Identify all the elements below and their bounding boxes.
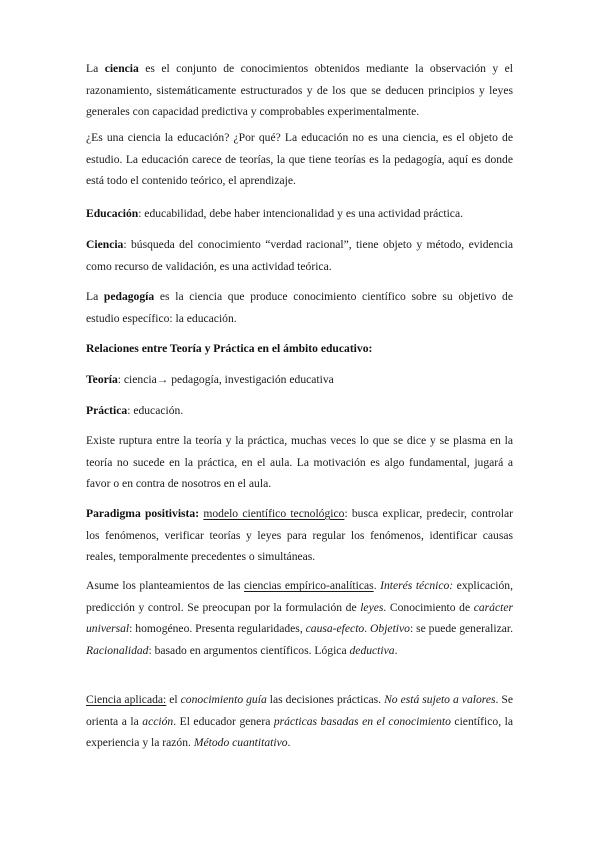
text-run: : homogéneo. Presenta regularidades,: [129, 622, 306, 635]
underlined-term: ciencias empírico-analíticas: [243, 579, 374, 592]
text-run: : búsqueda del conocimiento “verdad racional”, tiene objeto y método, evidencia como recurso de validación, es una actividad teórica.: [86, 238, 513, 273]
text-run: es la ciencia que produce conocimiento científico sobre su objetivo de estudio específico: la educación.: [86, 290, 513, 325]
text-run: Asume los planteamientos de las: [86, 579, 244, 592]
paragraph-educacion: [86, 203, 513, 225]
text-run: : educabilidad, debe haber intencionalidad y es una actividad práctica.: [138, 207, 463, 220]
bold-term: Práctica: [86, 404, 128, 417]
italic-term: causa-efecto: [305, 622, 365, 635]
text-run: : busca explicar, predecir, controlar los fenómenos, verificar teorías y leyes para regular los fenómenos, identificar causas reales, temporalmente precedentes o simultáneas.: [86, 507, 514, 563]
italic-term: carácter universal: [86, 600, 513, 635]
text-run: : se puede generalizar.: [409, 622, 513, 635]
italic-term: No está sujeto a valores: [384, 693, 496, 706]
text-run: La: [86, 62, 105, 75]
text-run: : basado en argumentos científicos. Lógica: [148, 643, 350, 657]
text-run: el: [166, 693, 181, 706]
paragraph-empirico-analiticas: [86, 575, 513, 661]
italic-term: Interés técnico:: [380, 579, 454, 592]
paragraph-ciencia: [86, 234, 513, 277]
paragraph-education-question: [86, 127, 513, 192]
text-run: .: [364, 622, 371, 635]
bold-term: Teoría: [86, 373, 118, 386]
text-run: es el conjunto de conocimientos obtenidos mediante la observación y el razonamiento, sistemáticamente estructurados y de los que se deducen principios y leyes generales con capacidad predictiva y comprobables experimentalmente.: [86, 62, 513, 118]
paragraph-ciencia-definition: [86, 58, 513, 123]
text-run: : educación.: [127, 404, 184, 417]
paragraph-teoria: [86, 369, 513, 391]
italic-term: deductiva: [349, 643, 395, 657]
bold-term: ciencia: [104, 62, 139, 75]
bold-term: Ciencia: [86, 238, 124, 251]
italic-term: Racionalidad: [86, 643, 149, 657]
text-run: . Conocimiento de: [383, 600, 474, 614]
text-run: .: [394, 643, 398, 657]
underlined-term: modelo científico tecnológico: [203, 507, 345, 520]
italic-term: conocimiento guía: [180, 693, 267, 706]
paragraph-pedagogia: [86, 286, 513, 329]
text-run: explicación, predicción y control. Se preocupan por la formulación de: [86, 579, 514, 614]
text-run: . Se orienta a la: [86, 693, 514, 728]
section-heading: [86, 338, 513, 360]
text-run: .: [373, 579, 381, 592]
paragraph-practica: [86, 400, 513, 422]
paragraph-paradigma-positivista: [86, 503, 513, 568]
italic-term: leyes: [360, 600, 384, 614]
text-run: las decisiones prácticas.: [266, 693, 385, 706]
text-run: científico, la experiencia y la razón.: [86, 714, 513, 749]
italic-term: Método cuantitativo: [193, 736, 288, 749]
underlined-term: Ciencia aplicada:: [86, 693, 167, 706]
paragraph-ciencia-aplicada: [86, 689, 513, 754]
bold-term: pedagogía: [103, 290, 155, 303]
bold-term: Educación: [86, 207, 139, 220]
heading-text: Relaciones entre Teoría y Práctica en el ámbito educativo:: [86, 342, 373, 355]
italic-term: prácticas basadas en el conocimiento: [273, 714, 451, 728]
paragraph-ruptura: [86, 430, 513, 495]
text-run: . El educador genera: [173, 714, 274, 728]
text-run: .: [287, 736, 291, 749]
italic-term: Objetivo: [370, 622, 410, 635]
text-run: Existe ruptura entre la teoría y la práctica, muchas veces lo que se dice y se plasma en la teoría no sucede en la práctica, en el aula. La motivación es algo fundamental, jugará a favor o en contra de nosotros en el aula.: [86, 434, 513, 490]
text-run: : ciencia→ pedagogía, investigación educativa: [117, 373, 334, 386]
text-run: ¿Es una ciencia la educación? ¿Por qué? La educación no es una ciencia, es el objeto de estudio. La educación carece de teorías, la que tiene teorías es la pedagogía, aquí es donde está todo el contenido teórico, el aprendizaje.: [86, 131, 513, 187]
bold-term: Paradigma positivista:: [86, 507, 200, 520]
italic-term: acción: [142, 714, 174, 728]
text-run: La: [86, 290, 104, 303]
